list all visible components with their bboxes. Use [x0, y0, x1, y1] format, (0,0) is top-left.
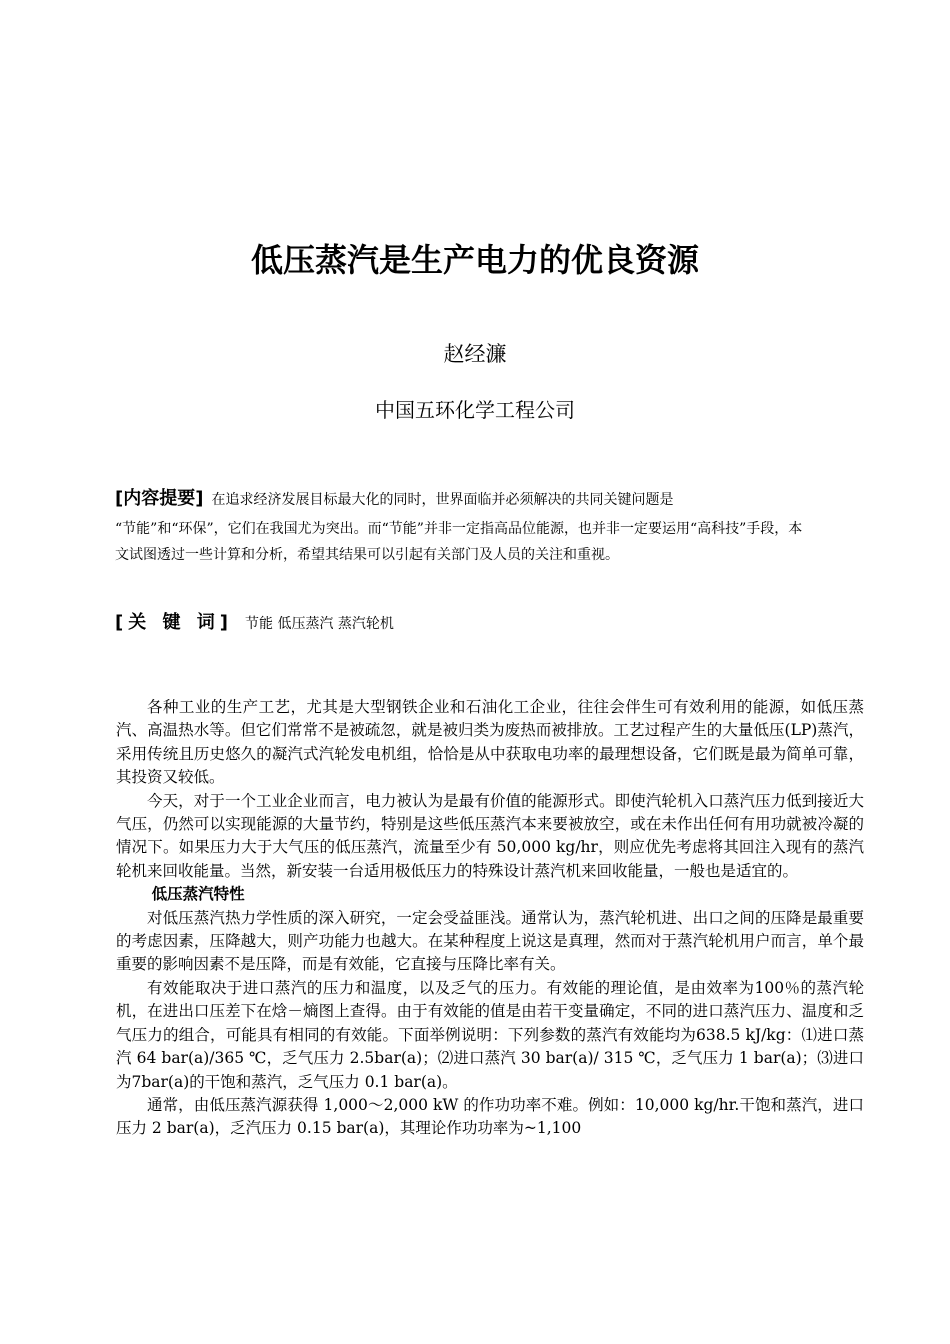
abstract-first-line — [115, 482, 805, 516]
author-affiliation: 中国五环化学工程公司 — [375, 398, 575, 422]
paragraph-2: 今天，对于一个工业企业而言，电力被认为是最有价值的能源形式。即使汽轮机入口蒸汽压力低到接近大气压，仍然可以实现能源的大量节约，特别是这些低压蒸汽本来要被放空，或在未作出任何有用功就被冷凝的情况下。如果压力大于大气压的低压蒸汽，流量至少有 50,000 kg/hr，则应优先考虑将其回注入现有的蒸汽轮机来回收能量。当然，新安装一台适用极低压力的特殊设计蒸汽机来回收能量，一般也是适宜的。 — [116, 791, 864, 880]
keywords-section — [115, 608, 805, 639]
keywords-label: [关 键 词] — [115, 612, 233, 633]
body-text — [116, 696, 864, 1141]
author-name: 赵经濂 — [443, 342, 507, 366]
paragraph-5: 通常，由低压蒸汽源获得 1,000～2,000 kW 的作功功率不难。例如：10,000 kg/hr.干饱和蒸汽，进口压力 2 bar(a)，乏汽压力 0.15 bar(a)，其理论作功功率为~1,100 — [116, 1095, 864, 1138]
abstract-text: “节能”和“环保”，它们在我国尤为突出。而“节能”并非一定指高品位能源，也并非一定要运用“高科技”手段，本文试图透过一些计算和分析，希望其结果可以引起有关部门及人员的关注和重视。 — [115, 521, 803, 563]
section-heading-lp-steam: 低压蒸汽特性 — [151, 885, 245, 904]
paper-title: 低压蒸汽是生产电力的优良资源 — [250, 241, 699, 279]
paragraph-3: 对低压蒸汽热力学性质的深入研究，一定会受益匪浅。通常认为，蒸汽轮机进、出口之间的压降是最重要的考虑因素，压降越大，则产功能力也越大。在某种程度上说这是真理，然而对于蒸汽轮机用户而言，单个最重要的影响因素不是压降，而是有效能，它直接与压降比率有关。 — [116, 908, 864, 974]
abstract-section — [115, 482, 805, 568]
paragraph-4: 有效能取决于进口蒸汽的压力和温度，以及乏气的压力。有效能的理论值，是由效率为100％的蒸汽轮机，在进出口压差下在焓－熵图上查得。由于有效能的值是由若干变量确定，不同的进口蒸汽压力、温度和乏气压力的组合，可能具有相同的有效能。下面举例说明：下列参数的蒸汽有效能均为638.5 kJ/kg：⑴进口蒸汽 64 bar(a)/365 ℃，乏气压力 2.5bar(a)；⑵进口蒸汽 30 bar(a)/ 315 ℃，乏气压力 1 bar(a)；⑶进口为7bar(a)的干饱和蒸汽，乏气压力 0.1 bar(a)。 — [116, 978, 864, 1091]
abstract-line-1: 在追求经济发展目标最大化的同时，世界面临并必须解决的共同关键问题是 — [211, 492, 674, 508]
paragraph-1: 各种工业的生产工艺，尤其是大型钢铁企业和石油化工企业，往往会伴生可有效利用的能源，如低压蒸汽、高温热水等。但它们常常不是被疏忽，就是被归类为废热而被排放。工艺过程产生的大量低压(LP)蒸汽，采用传统且历史悠久的凝汽式汽轮发电机组，恰恰是从中获取电功率的最理想设备，它们既是最为简单可靠，其投资又较低。 — [116, 698, 864, 787]
keywords-text: 节能 低压蒸汽 蒸汽轮机 — [245, 616, 394, 632]
abstract-label: [内容提要] — [115, 488, 204, 509]
